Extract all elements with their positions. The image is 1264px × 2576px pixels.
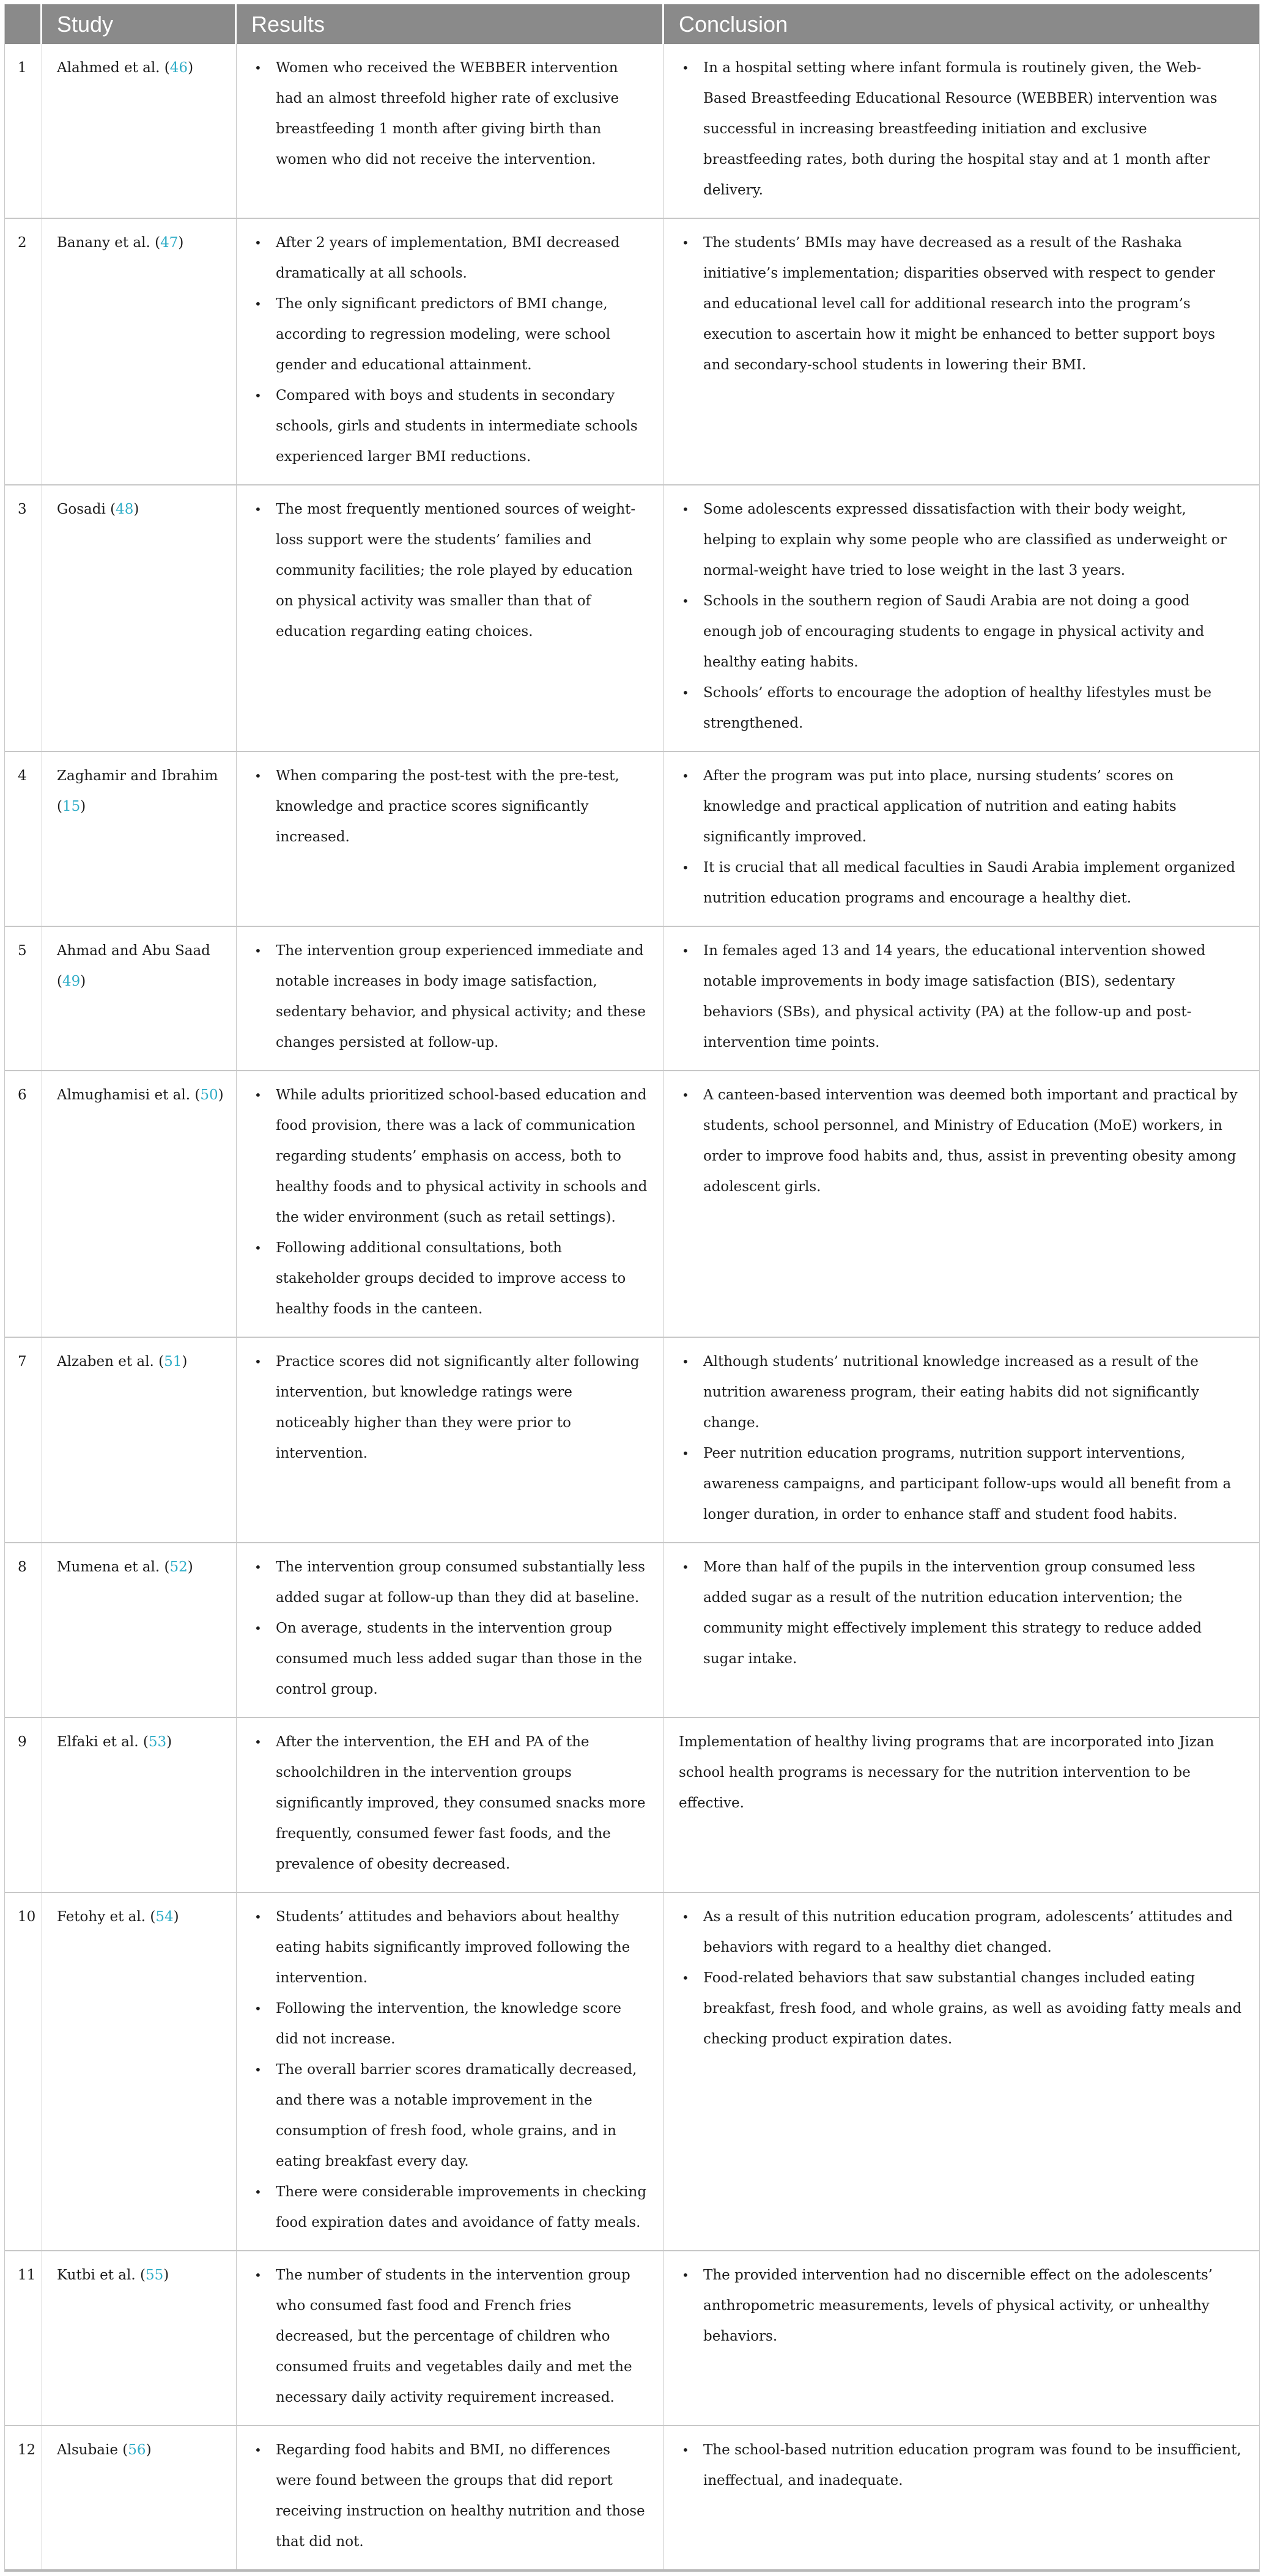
bullet-item: • Women who received the WEBBER intervention had an almost threefold higher rate of exclusive breastfeeding 1 month after giving birth than women who did not receive the intervention.: [251, 53, 648, 175]
results-cell: [237, 1338, 664, 1542]
citation-ref-link[interactable]: 50: [200, 1087, 218, 1103]
table-row: [5, 484, 1259, 751]
results-list: [251, 2260, 648, 2413]
bullet-icon: •: [682, 502, 689, 517]
conclusion-list: [679, 1346, 1243, 1530]
row-number: 7: [18, 1354, 27, 1370]
conclusion-list: [679, 1902, 1243, 2054]
row-number-cell: [5, 2251, 42, 2425]
results-cell: [237, 927, 664, 1070]
bullet-icon: •: [682, 1354, 689, 1369]
study-author: Alsubaie: [57, 2442, 118, 2458]
study-citation: [57, 235, 183, 251]
study-author: Banany et al.: [57, 235, 150, 251]
bullet-item: • Following the intervention, the knowledge score did not increase.: [251, 1993, 648, 2054]
citation-close-paren: ): [188, 60, 194, 76]
bullet-icon: •: [682, 860, 689, 875]
citation-ref-link[interactable]: 54: [155, 1909, 174, 1925]
study-cell: [42, 1893, 237, 2250]
bullet-item: • The number of students in the intervention group who consumed fast food and French fries decreased, but the percentage of children who consumed fruits and vegetables daily and met the necessary daily activity requirement increased.: [251, 2260, 648, 2413]
table-row: [5, 1070, 1259, 1337]
bullet-item: • Students’ attitudes and behaviors about healthy eating habits significantly improved following the intervention.: [251, 1902, 648, 1993]
conclusion-list: [679, 2260, 1243, 2352]
study-citation: [57, 943, 210, 989]
row-number: 11: [18, 2267, 36, 2283]
results-list: [251, 1552, 648, 1705]
table-row: [5, 44, 1259, 218]
bullet-icon: •: [254, 1354, 262, 1369]
results-list: [251, 494, 648, 647]
bullet-icon: •: [254, 943, 262, 958]
results-cell: [237, 1071, 664, 1337]
bullet-item: • A canteen-based intervention was deemed both important and practical by students, school personnel, and Ministry of Education (MoE) workers, in order to improve food habits and, thus, assist in preventing obesity among adolescent girls.: [679, 1080, 1243, 1202]
citation-ref-link[interactable]: 15: [62, 799, 81, 814]
table-row: [5, 1337, 1259, 1542]
header-cell-conclusion: Conclusion: [664, 4, 1259, 44]
study-citation: [57, 2267, 169, 2283]
study-citation: [57, 1559, 193, 1575]
conclusion-cell: [664, 485, 1259, 751]
study-author: Mumena et al.: [57, 1559, 160, 1575]
row-number-cell: [5, 44, 42, 218]
conclusion-list: [679, 1727, 1243, 1818]
bullet-item: • Compared with boys and students in secondary schools, girls and students in intermediate schools experienced larger BMI reductions.: [251, 380, 648, 472]
bullet-item: • Schools in the southern region of Saudi Arabia are not doing a good enough job of encouraging students to engage in physical activity and healthy eating habits.: [679, 586, 1243, 677]
results-cell: [237, 219, 664, 484]
results-list: [251, 1080, 648, 1324]
conclusion-list: [679, 1080, 1243, 1202]
conclusion-list: [679, 53, 1243, 205]
citation-close-paren: ): [173, 1909, 179, 1925]
citation-open-paren: (: [190, 1087, 201, 1103]
citation-ref-link[interactable]: 48: [116, 501, 134, 517]
bullet-item: • The students’ BMIs may have decreased as a result of the Rashaka initiative’s implementation; disparities observed with respect to gender and educational level call for additional research into the program’s execution to ascertain how it might be enhanced to better support boys and secondary-school students in lowering their BMI.: [679, 227, 1243, 380]
bullet-item: • The overall barrier scores dramatically decreased, and there was a notable improvement in the consumption of fresh food, whole grains, and in eating breakfast every day.: [251, 2054, 648, 2177]
study-author: Kutbi et al.: [57, 2267, 136, 2283]
conclusion-cell: [664, 2251, 1259, 2425]
results-list: [251, 2435, 648, 2557]
row-number-cell: [5, 219, 42, 484]
study-cell: [42, 2251, 237, 2425]
bullet-icon: •: [254, 1735, 262, 1749]
results-cell: [237, 1543, 664, 1717]
row-number: 3: [18, 501, 27, 517]
header-cell-results: Results: [237, 4, 664, 44]
results-cell: [237, 485, 664, 751]
row-number-cell: [5, 1338, 42, 1542]
results-cell: [237, 2251, 664, 2425]
citation-open-paren: (: [146, 1909, 156, 1925]
bullet-item: • On average, students in the intervention group consumed much less added sugar than those in the control group.: [251, 1613, 648, 1705]
bullet-icon: •: [682, 1088, 689, 1102]
bullet-icon: •: [254, 1088, 262, 1102]
row-number-cell: [5, 1893, 42, 2250]
table-row: [5, 926, 1259, 1070]
results-list: [251, 1727, 648, 1880]
row-number: 4: [18, 768, 27, 784]
bullet-item: • Practice scores did not significantly alter following intervention, but knowledge ratings were noticeably higher than they were prior to intervention.: [251, 1346, 648, 1469]
row-number: 8: [18, 1559, 27, 1575]
bullet-icon: •: [682, 1446, 689, 1461]
conclusion-list: [679, 761, 1243, 913]
citation-ref-link[interactable]: 47: [160, 235, 179, 251]
bullet-item: • In a hospital setting where infant formula is routinely given, the Web-Based Breastfeeding Educational Resource (WEBBER) intervention was successful in increasing breastfeeding initiation and exclusive breastfeeding rates, both during the hospital stay and at 1 month after delivery.: [679, 53, 1243, 205]
citation-close-paren: ): [166, 1734, 172, 1750]
bullet-icon: •: [254, 769, 262, 783]
header-cell-number: [5, 4, 42, 44]
bullet-item: • Although students’ nutritional knowledge increased as a result of the nutrition awareness program, their eating habits did not significantly change.: [679, 1346, 1243, 1438]
header-cell-study: Study: [42, 4, 237, 44]
study-cell: [42, 44, 237, 218]
conclusion-cell: [664, 1543, 1259, 1717]
bullet-item: • Following additional consultations, both stakeholder groups decided to improve access to healthy foods in the canteen.: [251, 1233, 648, 1324]
bullet-item: • There were considerable improvements in checking food expiration dates and avoidance of fatty meals.: [251, 2177, 648, 2238]
study-citation: [57, 1734, 172, 1750]
row-number: 12: [18, 2442, 36, 2458]
citation-close-paren: ): [178, 235, 184, 251]
study-author: Alahmed et al.: [57, 60, 160, 76]
bullet-icon: •: [254, 297, 262, 311]
study-citation: [57, 60, 193, 76]
conclusion-list: [679, 2435, 1243, 2496]
results-list: [251, 53, 648, 175]
study-cell: [42, 1543, 237, 1717]
citation-ref-link[interactable]: 46: [169, 60, 188, 76]
study-author: Zaghamir and Ibrahim: [57, 768, 218, 784]
conclusion-list: [679, 227, 1243, 380]
bullet-icon: •: [682, 1560, 689, 1574]
study-author: Ahmad and Abu Saad: [57, 943, 210, 959]
row-number-cell: [5, 485, 42, 751]
bullet-icon: •: [682, 1971, 689, 1985]
study-cell: [42, 1718, 237, 1892]
results-list: [251, 1346, 648, 1469]
study-cell: [42, 2426, 237, 2569]
citation-close-paren: ): [182, 1354, 188, 1370]
bullet-item: • Regarding food habits and BMI, no differences were found between the groups that did report receiving instruction on healthy nutrition and those that did not.: [251, 2435, 648, 2557]
bullet-icon: •: [682, 2268, 689, 2283]
bullet-item: • The school-based nutrition education program was found to be insufficient, ineffectual, and inadequate.: [679, 2435, 1243, 2496]
table-row: [5, 751, 1259, 926]
bullet-icon: •: [254, 1241, 262, 1255]
bullet-icon: •: [682, 943, 689, 958]
citation-ref-link[interactable]: 52: [169, 1559, 188, 1575]
row-number: 10: [18, 1909, 36, 1925]
conclusion-cell: [664, 44, 1259, 218]
table-row: [5, 218, 1259, 484]
row-number: 1: [18, 60, 27, 76]
bullet-item: • While adults prioritized school-based education and food provision, there was a lack of communication regarding students’ emphasis on access, both to healthy foods and to physical activity in schools and the wider environment (such as retail settings).: [251, 1080, 648, 1233]
study-citation: [57, 2442, 152, 2458]
table-header-row: [5, 4, 1259, 44]
results-list: [251, 1902, 648, 2238]
conclusion-cell: [664, 1718, 1259, 1892]
citation-ref-link[interactable]: 49: [62, 973, 81, 989]
bullet-item: • The intervention group consumed substantially less added sugar at follow-up than they did at baseline.: [251, 1552, 648, 1613]
study-cell: [42, 752, 237, 926]
bullet-item: • Peer nutrition education programs, nutrition support interventions, awareness campaigns, and participant follow-ups would all benefit from a longer duration, in order to enhance staff and student food habits.: [679, 1438, 1243, 1530]
conclusion-cell: [664, 752, 1259, 926]
bullet-item: Implementation of healthy living programs that are incorporated into Jizan school health programs is necessary for the nutrition intervention to be effective.: [679, 1734, 1214, 1811]
bullet-icon: •: [682, 235, 689, 250]
study-cell: [42, 1071, 237, 1337]
results-cell: [237, 752, 664, 926]
study-author: Alzaben et al.: [57, 1354, 154, 1370]
conclusion-list: [679, 1552, 1243, 1674]
citation-open-paren: (: [57, 973, 62, 989]
bullet-item: • When comparing the post-test with the pre-test, knowledge and practice scores significantly increased.: [251, 761, 648, 852]
citation-close-paren: ): [80, 973, 86, 989]
study-cell: [42, 927, 237, 1070]
citation-open-paren: (: [153, 1354, 164, 1370]
bullet-icon: •: [254, 1560, 262, 1574]
conclusion-cell: [664, 927, 1259, 1070]
table-body: [5, 44, 1259, 2569]
bullet-icon: •: [254, 2185, 262, 2199]
bullet-item: • Some adolescents expressed dissatisfaction with their body weight, helping to explain why some people who are classified as underweight or normal-weight have tried to lose weight in the last 3 years.: [679, 494, 1243, 586]
bullet-item: • The intervention group experienced immediate and notable increases in body image satisfaction, sedentary behavior, and physical activity; and these changes persisted at follow-up.: [251, 936, 648, 1058]
bullet-icon: •: [682, 61, 689, 75]
study-citation: [57, 768, 218, 814]
bullet-icon: •: [682, 2443, 689, 2457]
citation-close-paren: ): [133, 501, 139, 517]
bullet-icon: •: [682, 1910, 689, 1924]
citation-open-paren: (: [118, 2442, 128, 2458]
study-citation: [57, 501, 139, 517]
bullet-item: • More than half of the pupils in the intervention group consumed less added sugar as a result of the nutrition education intervention; the community might effectively implement this strategy to reduce added sugar intake.: [679, 1552, 1243, 1674]
citation-close-paren: ): [163, 2267, 169, 2283]
citation-open-paren: (: [57, 799, 62, 814]
results-cell: [237, 2426, 664, 2569]
row-number-cell: [5, 1543, 42, 1717]
bullet-icon: •: [254, 61, 262, 75]
bullet-item: • Schools’ efforts to encourage the adoption of healthy lifestyles must be strengthened.: [679, 677, 1243, 739]
bullet-icon: •: [254, 2062, 262, 2077]
citation-ref-link[interactable]: 55: [145, 2267, 164, 2283]
citation-ref-link[interactable]: 53: [148, 1734, 167, 1750]
bullet-icon: •: [254, 2001, 262, 2016]
bullet-icon: •: [254, 2268, 262, 2283]
results-cell: [237, 1718, 664, 1892]
bullet-icon: •: [254, 388, 262, 403]
results-list: [251, 227, 648, 472]
row-number: 2: [18, 235, 27, 251]
bullet-item: • After 2 years of implementation, BMI decreased dramatically at all schools.: [251, 227, 648, 289]
bullet-item: • The provided intervention had no discernible effect on the adolescents’ anthropometric measurements, levels of physical activity, or unhealthy behaviors.: [679, 2260, 1243, 2352]
study-author: Gosadi: [57, 501, 106, 517]
bullet-icon: •: [682, 594, 689, 608]
study-citation: [57, 1909, 179, 1925]
study-author: Elfaki et al.: [57, 1734, 139, 1750]
study-author: Almughamisi et al.: [57, 1087, 191, 1103]
citation-open-paren: (: [160, 1559, 170, 1575]
table-row: [5, 2250, 1259, 2425]
citation-close-paren: ): [146, 2442, 152, 2458]
citation-ref-link[interactable]: 56: [128, 2442, 146, 2458]
bullet-item: • As a result of this nutrition education program, adolescents’ attitudes and behaviors with regard to a healthy diet changed.: [679, 1902, 1243, 1963]
table-row: [5, 1892, 1259, 2250]
row-number: 6: [18, 1087, 27, 1103]
citation-ref-link[interactable]: 51: [164, 1354, 182, 1370]
bullet-icon: •: [682, 769, 689, 783]
row-number-cell: [5, 2426, 42, 2569]
table-row: [5, 2425, 1259, 2569]
study-author: Fetohy et al.: [57, 1909, 146, 1925]
study-cell: [42, 1338, 237, 1542]
bullet-item: • It is crucial that all medical faculties in Saudi Arabia implement organized nutrition education programs and encourage a healthy diet.: [679, 852, 1243, 913]
conclusion-cell: [664, 219, 1259, 484]
bullet-item: • Food-related behaviors that saw substantial changes included eating breakfast, fresh food, and whole grains, as well as avoiding fatty meals and checking product expiration dates.: [679, 1963, 1243, 2054]
study-cell: [42, 485, 237, 751]
row-number-cell: [5, 1071, 42, 1337]
study-cell: [42, 219, 237, 484]
table-row: [5, 1542, 1259, 1717]
citation-close-paren: ): [80, 799, 86, 814]
citation-close-paren: ): [187, 1559, 193, 1575]
citation-open-paren: (: [105, 501, 116, 517]
bullet-icon: •: [254, 502, 262, 517]
conclusion-list: [679, 936, 1243, 1058]
row-number-cell: [5, 752, 42, 926]
row-number-cell: [5, 927, 42, 1070]
results-list: [251, 761, 648, 852]
row-number-cell: [5, 1718, 42, 1892]
bullet-item: • The most frequently mentioned sources of weight-loss support were the students’ families and community facilities; the role played by education on physical activity was smaller than that of education regarding eating choices.: [251, 494, 648, 647]
bullet-item: • After the intervention, the EH and PA of the schoolchildren in the intervention groups significantly improved, they consumed snacks more frequently, consumed fewer fast foods, and the prevalence of obesity decreased.: [251, 1727, 648, 1880]
conclusion-cell: [664, 1338, 1259, 1542]
citation-open-paren: (: [150, 235, 161, 251]
bullet-item: • The only significant predictors of BMI change, according to regression modeling, were school gender and educational attainment.: [251, 289, 648, 380]
results-list: [251, 936, 648, 1058]
conclusion-cell: [664, 1893, 1259, 2250]
bullet-icon: •: [254, 235, 262, 250]
citation-open-paren: (: [135, 2267, 146, 2283]
bullet-icon: •: [254, 2443, 262, 2457]
table-row: [5, 1717, 1259, 1892]
citation-close-paren: ): [218, 1087, 224, 1103]
results-cell: [237, 1893, 664, 2250]
bullet-item: • In females aged 13 and 14 years, the educational intervention showed notable improvements in body image satisfaction (BIS), sedentary behaviors (SBs), and physical activity (PA) at the follow-up and post-intervention time points.: [679, 936, 1243, 1058]
bullet-icon: •: [682, 685, 689, 700]
citation-open-paren: (: [160, 60, 170, 76]
conclusion-cell: [664, 1071, 1259, 1337]
results-cell: [237, 44, 664, 218]
conclusion-list: [679, 494, 1243, 739]
bullet-icon: •: [254, 1910, 262, 1924]
studies-summary-table: [4, 4, 1260, 2572]
study-citation: [57, 1354, 187, 1370]
bullet-item: • After the program was put into place, nursing students’ scores on knowledge and practical application of nutrition and eating habits significantly improved.: [679, 761, 1243, 852]
conclusion-cell: [664, 2426, 1259, 2569]
study-citation: [57, 1087, 224, 1103]
row-number: 9: [18, 1734, 27, 1750]
row-number: 5: [18, 943, 27, 959]
bullet-icon: •: [254, 1621, 262, 1636]
citation-open-paren: (: [138, 1734, 149, 1750]
